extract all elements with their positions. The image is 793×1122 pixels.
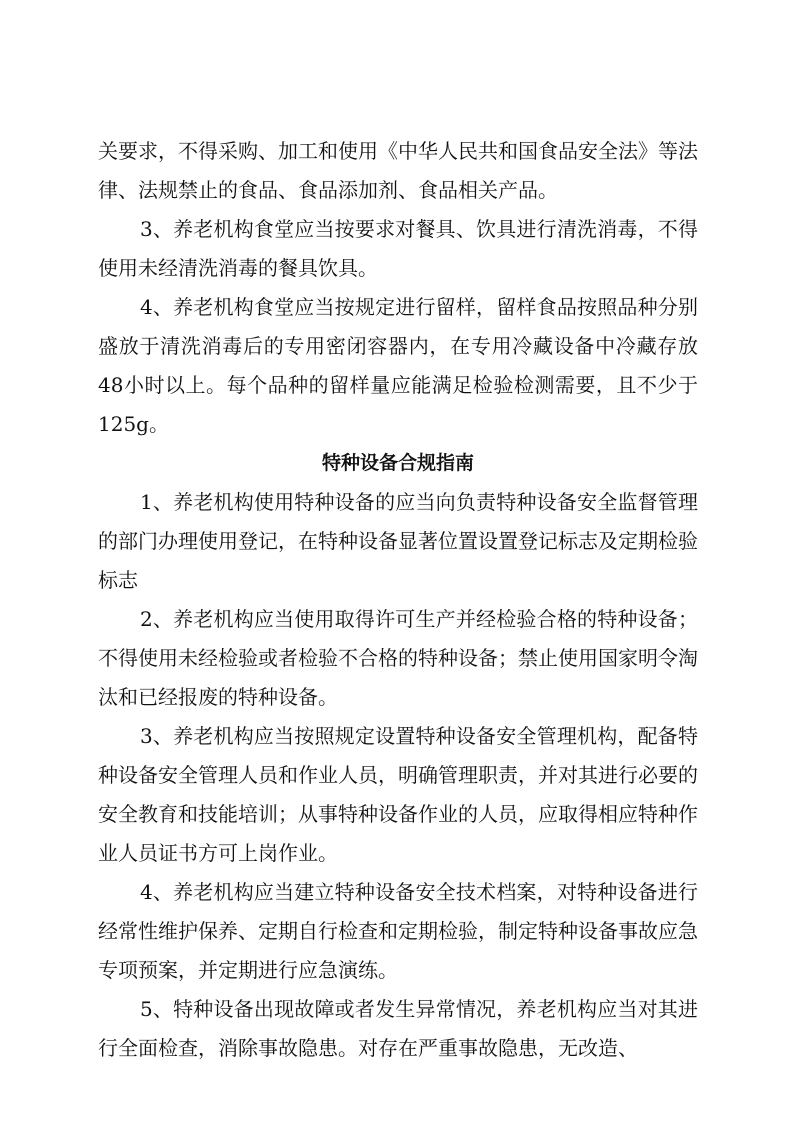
equipment-item-4: 4、养老机构应当建立特种设备安全技术档案，对特种设备进行经常性维护保养、定期自行检查和定期检验，制定特种设备事故应急专项预案，并定期进行应急演练。 bbox=[98, 880, 698, 982]
section-title: 特种设备合规指南 bbox=[321, 452, 474, 474]
equipment-item-5: 5、特种设备出现故障或者发生异常情况，养老机构应当对其进行全面检查，消除事故隐患。对存在严重事故隐患，无改造、 bbox=[98, 997, 698, 1060]
equipment-item-2: 2、养老机构应当使用取得许可生产并经检验合格的特种设备；不得使用未经检验或者检验不合格的特种设备；禁止使用国家明令淘汰和已经报废的特种设备。 bbox=[98, 607, 698, 709]
equipment-item-1: 1、养老机构使用特种设备的应当向负责特种设备安全监督管理的部门办理使用登记，在特种设备显著位置设置登记标志及定期检验标志 bbox=[98, 490, 698, 592]
equipment-item-3: 3、养老机构应当按照规定设置特种设备安全管理机构，配备特种设备安全管理人员和作业人员，明确管理职责，并对其进行必要的安全教育和技能培训；从事特种设备作业的人员，应取得相应特种作业人员证书方可上岗作业。 bbox=[98, 724, 698, 865]
document-body bbox=[98, 132, 698, 1068]
continuation-paragraph: 关要求，不得采购、加工和使用《中华人民共和国食品安全法》等法律、法规禁止的食品、食品添加剂、食品相关产品。 bbox=[98, 139, 698, 202]
food-item-4: 4、养老机构食堂应当按规定进行留样，留样食品按照品种分别盛放于清洗消毒后的专用密闭容器内，在专用冷藏设备中冷藏存放48小时以上。每个品种的留样量应能满足检验检测需要，且不少于125g。 bbox=[98, 295, 698, 436]
food-item-3: 3、养老机构食堂应当按要求对餐具、饮具进行清洗消毒，不得使用未经清洗消毒的餐具饮具。 bbox=[98, 217, 698, 280]
